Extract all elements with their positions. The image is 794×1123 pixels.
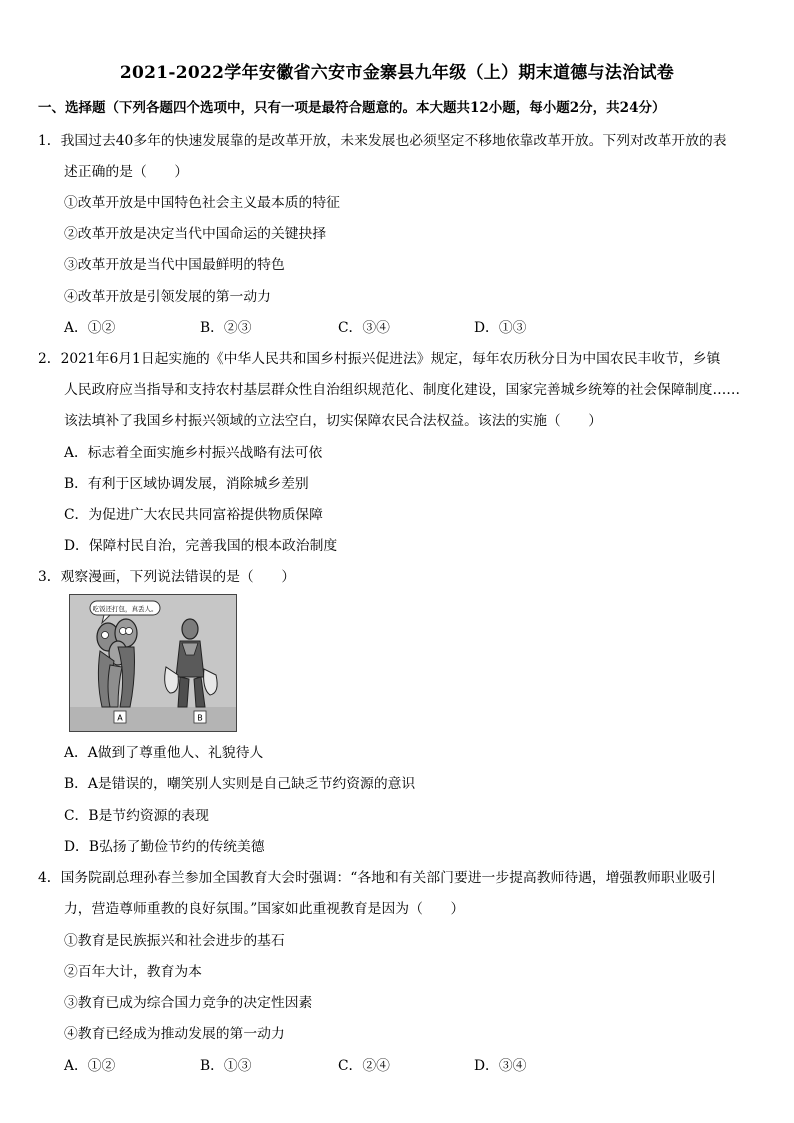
q4-stem-line2: 力，营造尊师重教的良好氛围。”国家如此重视教育是因为（ ） xyxy=(64,901,465,917)
q2-option-c[interactable]: C．为促进广大农民共同富裕提供物质保障 xyxy=(64,507,323,523)
q3-option-c[interactable]: C．B是节约资源的表现 xyxy=(64,808,209,824)
q3-option-a[interactable]: A．A做到了尊重他人、礼貌待人 xyxy=(64,745,264,761)
q1-stem-line2: 述正确的是（ ） xyxy=(64,164,189,180)
q3-cartoon-image xyxy=(69,594,237,732)
q1-option-c[interactable]: C．③④ xyxy=(338,320,390,336)
q4-option-a[interactable]: A．①② xyxy=(64,1058,116,1074)
q1-item-2: ②改革开放是决定当代中国命运的关键抉择 xyxy=(64,226,327,242)
q4-option-b[interactable]: B．①③ xyxy=(200,1058,252,1074)
q1-item-4: ④改革开放是引领发展的第一动力 xyxy=(64,289,271,305)
q1-stem-line1: 1．我国过去40多年的快速发展靠的是改革开放，未来发展也必须坚定不移地依靠改革开放。下列对改革开放的表 xyxy=(38,133,727,149)
q2-option-a[interactable]: A．标志着全面实施乡村振兴战略有法可依 xyxy=(64,445,323,461)
q3-option-b[interactable]: B．A是错误的，嘲笑别人实则是自己缺乏节约资源的意识 xyxy=(64,776,416,792)
cartoon-illustration xyxy=(70,595,236,731)
q1-option-a[interactable]: A．①② xyxy=(64,320,116,336)
q2-option-d[interactable]: D．保障村民自治，完善我国的根本政治制度 xyxy=(64,538,338,554)
q1-option-b[interactable]: B．②③ xyxy=(200,320,252,336)
q3-stem-line1: 3．观察漫画，下列说法错误的是（ ） xyxy=(38,569,296,585)
q2-stem-line3: 该法填补了我国乡村振兴领域的立法空白，切实保障农民合法权益。该法的实施（ ） xyxy=(64,413,603,429)
q4-option-c[interactable]: C．②④ xyxy=(338,1058,390,1074)
q4-item-2: ②百年大计，教育为本 xyxy=(64,964,202,980)
exam-title: 2021-2022学年安徽省六安市金寨县九年级（上）期末道德与法治试卷 xyxy=(119,63,675,83)
q2-stem-line1: 2．2021年6月1日起实施的《中华人民共和国乡村振兴促进法》规定，每年农历秋分日为中国农民丰收节，乡镇 xyxy=(38,351,721,367)
q2-option-b[interactable]: B．有利于区域协调发展，消除城乡差别 xyxy=(64,476,309,492)
cartoon-label-b: B xyxy=(197,713,203,723)
section-heading: 一、选择题（下列各题四个选项中，只有一项是最符合题意的。本大题共12小题，每小题2分，共24分） xyxy=(38,100,666,116)
q1-item-1: ①改革开放是中国特色社会主义最本质的特征 xyxy=(64,195,340,211)
q2-stem-line2: 人民政府应当指导和支持农村基层群众性自治组织规范化、制度化建设，国家完善城乡统筹的社会保障制度…… xyxy=(64,382,741,398)
q4-stem-line1: 4．国务院副总理孙春兰参加全国教育大会时强调：“各地和有关部门要进一步提高教师待遇，增强教师职业吸引 xyxy=(38,870,717,886)
cartoon-label-a: A xyxy=(117,713,123,723)
q4-item-4: ④教育已经成为推动发展的第一动力 xyxy=(64,1026,285,1042)
q4-item-3: ③教育已成为综合国力竞争的决定性因素 xyxy=(64,995,313,1011)
q4-option-d[interactable]: D．③④ xyxy=(474,1058,527,1074)
q1-option-d[interactable]: D．①③ xyxy=(474,320,527,336)
q3-option-d[interactable]: D．B弘扬了勤俭节约的传统美德 xyxy=(64,839,265,855)
cartoon-bubble-text: 吃饭还打包，真丢人。 xyxy=(92,605,158,613)
q1-item-3: ③改革开放是当代中国最鲜明的特色 xyxy=(64,257,285,273)
q4-item-1: ①教育是民族振兴和社会进步的基石 xyxy=(64,933,285,949)
